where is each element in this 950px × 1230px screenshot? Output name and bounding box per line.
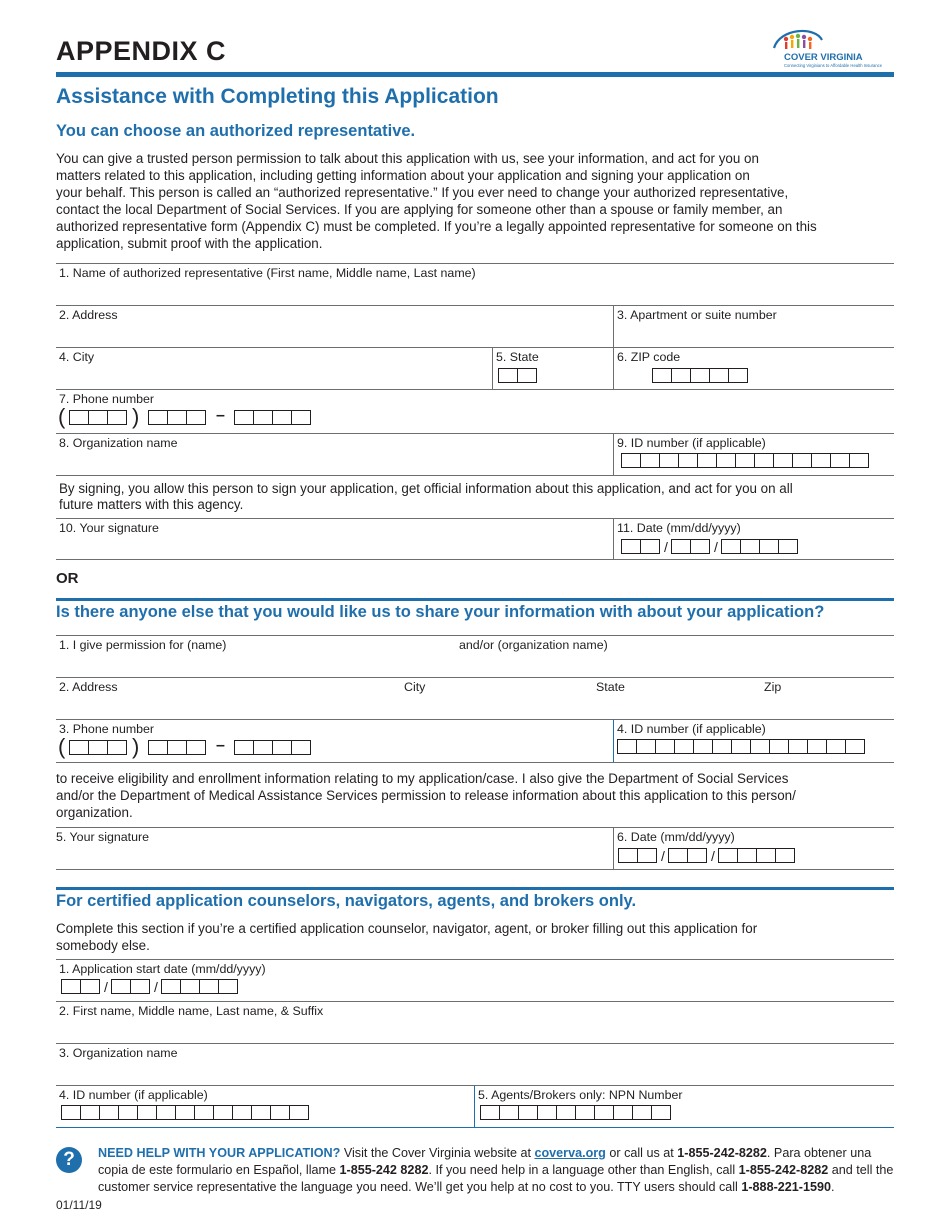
field-label: 3. Phone number: [59, 722, 155, 736]
section2-bottom-rule: [56, 869, 894, 870]
intro-line: Complete this section if you’re a certified application counselor, navigator, agent, or broker filling out this application for: [56, 921, 758, 936]
help-title: NEED HELP WITH YOUR APPLICATION?: [98, 1146, 341, 1160]
field-label: 4. ID number (if applicable): [59, 1088, 208, 1102]
intro-line: application, submit proof with the application.: [56, 236, 323, 251]
consent-line: to receive eligibility and enrollment information relating to my application/case. I also give the Department of Social Services: [56, 771, 789, 786]
share-signature-field[interactable]: [56, 827, 613, 869]
dash: –: [216, 407, 225, 424]
signing-line: future matters with this agency.: [59, 497, 244, 512]
field-label: 3. Apartment or suite number: [617, 308, 777, 322]
header-rule: [56, 72, 894, 77]
tty-number: 1-888-221-1590: [741, 1180, 831, 1194]
share-address-field[interactable]: [56, 677, 894, 719]
open-paren: (: [58, 404, 66, 429]
rep-state-field[interactable]: [492, 347, 613, 389]
help-text: [98, 1145, 896, 1196]
field-label: 6. Date (mm/dd/yyyy): [617, 830, 735, 844]
intro-line: matters related to this application, including getting information about your application and signing your application on: [56, 168, 750, 183]
area-code-boxes[interactable]: [70, 410, 127, 425]
rep-zip-field[interactable]: [613, 347, 894, 389]
npn-boxes[interactable]: [481, 1105, 671, 1120]
appendix-title: APPENDIX C: [56, 36, 227, 66]
question-icon: ?: [56, 1147, 82, 1173]
field-label: 9. ID number (if applicable): [617, 436, 766, 450]
share-date-field[interactable]: [613, 827, 894, 869]
help-fragment: Visit the Cover Virginia website at: [340, 1146, 535, 1160]
field-label: Zip: [764, 680, 782, 694]
counselor-id-field[interactable]: [56, 1085, 474, 1127]
help-fragment: or call us at: [605, 1146, 678, 1160]
dash: –: [216, 737, 225, 754]
rep-id-field[interactable]: [613, 433, 894, 475]
id-boxes[interactable]: [618, 739, 865, 754]
rep-organization-field[interactable]: [56, 433, 613, 475]
id-boxes[interactable]: [62, 1105, 309, 1120]
rep-signature-field[interactable]: [56, 518, 613, 560]
rep-date-field[interactable]: [613, 518, 894, 560]
section3-rule: [56, 887, 894, 890]
field-label: 5. Your signature: [56, 830, 150, 844]
section3-heading: For certified application counselors, navigators, agents, and brokers only.: [56, 892, 637, 910]
help-fragment: . Para obtener una copia de este formulario en Español, llame: [98, 1146, 872, 1177]
field-label: 2. Address: [59, 680, 118, 694]
intro-line: authorized representative form (Appendix C) must be completed. If you’re a legally appointed representative for someone on this: [56, 219, 817, 234]
field-label: 10. Your signature: [59, 521, 159, 535]
consent-line: organization.: [56, 805, 133, 820]
consent-line: and/or the Department of Medical Assistance Services permission to release information about this application to this person/: [56, 788, 796, 803]
section1-heading: You can choose an authorized representative.: [56, 122, 416, 140]
field-label: 2. Address: [59, 308, 118, 322]
help-fragment: .: [831, 1180, 835, 1194]
section1-bottom-rule: [56, 559, 894, 560]
field-label: 4. City: [59, 350, 95, 364]
share-phone-field[interactable]: [56, 719, 613, 762]
id-boxes[interactable]: [622, 453, 869, 468]
phone-number: 1-855-242 8282: [339, 1163, 429, 1177]
date-boxes[interactable]: / /: [622, 539, 798, 554]
field-label: 5. State: [496, 350, 539, 364]
field-label: and/or (organization name): [459, 638, 608, 652]
field-label: 11. Date (mm/dd/yyyy): [617, 521, 741, 535]
share-name-field[interactable]: [56, 635, 894, 677]
close-paren: ): [132, 734, 140, 759]
page-title: Assistance with Completing this Application: [56, 85, 499, 108]
rep-name-field[interactable]: [56, 263, 894, 305]
npn-number-field[interactable]: [474, 1085, 894, 1127]
field-label: 1. Name of authorized representative (First name, Middle name, Last name): [59, 266, 476, 280]
logo-graphic: [770, 26, 894, 70]
rep-phone-field[interactable]: [56, 389, 894, 433]
start-date-field[interactable]: [56, 959, 894, 1001]
section2-rule: [56, 598, 894, 601]
help-fragment: . If you need help in a language other than English, call: [428, 1163, 739, 1177]
field-label: 1. I give permission for (name): [59, 638, 227, 652]
intro-line: contact the local Department of Social Services. If you are applying for someone other than a spouse or family member, an: [56, 202, 783, 217]
field-label: 1. Application start date (mm/dd/yyyy): [59, 962, 266, 976]
rep-apartment-field[interactable]: [613, 305, 894, 347]
counselor-name-field[interactable]: [56, 1001, 894, 1043]
or-label: OR: [56, 570, 79, 587]
date-boxes[interactable]: / /: [619, 848, 795, 863]
rep-city-field[interactable]: [56, 347, 492, 389]
area-code-boxes[interactable]: [70, 740, 127, 755]
intro-line: You can give a trusted person permission to talk about this application with us, see your information, and act for you on: [56, 151, 759, 166]
share-id-field[interactable]: [613, 719, 894, 762]
prefix-boxes[interactable]: [149, 740, 206, 755]
counselor-organization-field[interactable]: [56, 1043, 894, 1085]
intro-line: somebody else.: [56, 938, 150, 953]
section3-bottom-rule: [56, 1127, 894, 1128]
cover-virginia-logo: [770, 26, 894, 70]
coverva-link[interactable]: coverva.org: [534, 1146, 606, 1160]
section2-heading: Is there anyone else that you would like us to share your information with about your application?: [56, 603, 825, 621]
open-paren: (: [58, 734, 66, 759]
logo-tagline: Connecting Virginians to Affordable Health Insurance: [784, 63, 883, 68]
field-label: 8. Organization name: [59, 436, 178, 450]
logo-text: COVER VIRGINIA: [784, 52, 863, 63]
help-fragment: and tell the customer service representative the language you need. We’ll get you help at no cost to you. TTY users should call: [98, 1163, 894, 1194]
prefix-boxes[interactable]: [149, 410, 206, 425]
line-boxes[interactable]: [235, 410, 311, 425]
state-boxes[interactable]: [499, 368, 537, 383]
field-label: State: [596, 680, 625, 694]
field-label: 6. ZIP code: [617, 350, 681, 364]
signing-statement: [56, 475, 894, 518]
intro-line: your behalf. This person is called an “authorized representative.” If you ever need to change your authorized representative,: [56, 185, 789, 200]
section3-intro: [56, 920, 896, 954]
phone-number: 1-855-242-8282: [677, 1146, 767, 1160]
section1-intro: [56, 150, 896, 252]
field-label: 3. Organization name: [59, 1046, 178, 1060]
field-label: 5. Agents/Brokers only: NPN Number: [478, 1088, 683, 1102]
close-paren: ): [132, 404, 140, 429]
zip-boxes[interactable]: [653, 368, 748, 383]
consent-top-rule: [56, 762, 894, 763]
rep-address-field[interactable]: [56, 305, 613, 347]
consent-text: [56, 770, 896, 821]
field-label: 4. ID number (if applicable): [617, 722, 766, 736]
field-label: 2. First name, Middle name, Last name, & Suffix: [59, 1004, 324, 1018]
date-boxes[interactable]: / /: [62, 979, 238, 994]
form-version-date: 01/11/19: [56, 1198, 102, 1212]
line-boxes[interactable]: [235, 740, 311, 755]
field-label: 7. Phone number: [59, 392, 155, 406]
phone-number: 1-855-242-8282: [738, 1163, 829, 1177]
field-label: City: [404, 680, 426, 694]
signing-line: By signing, you allow this person to sign your application, get official information about this application, and act for you on all: [59, 481, 793, 496]
